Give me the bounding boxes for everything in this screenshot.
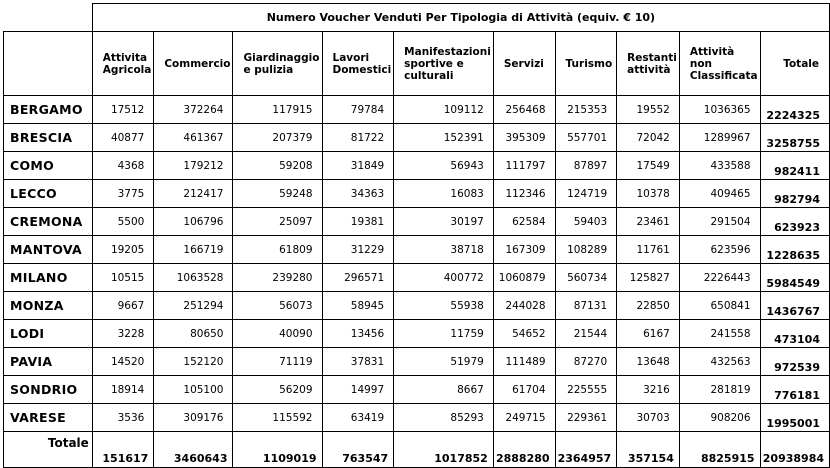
value-cell: 115592 [233, 404, 322, 432]
value-cell: 152120 [154, 348, 233, 376]
value-cell: 256468 [493, 96, 555, 124]
value-cell: 109112 [394, 96, 494, 124]
table-body [4, 96, 830, 432]
value-cell: 14997 [322, 376, 394, 404]
value-cell: 111489 [493, 348, 555, 376]
row-total-cell: 3258755 [760, 124, 829, 152]
value-cell: 13456 [322, 320, 394, 348]
table-row [4, 376, 830, 404]
voucher-table [3, 3, 830, 468]
value-cell: 58945 [322, 292, 394, 320]
value-cell: 61809 [233, 236, 322, 264]
value-cell: 56209 [233, 376, 322, 404]
province-name: MANTOVA [4, 236, 93, 264]
row-total-cell: 982794 [760, 180, 829, 208]
value-cell: 62584 [493, 208, 555, 236]
value-cell: 21544 [555, 320, 617, 348]
province-name: SONDRIO [4, 376, 93, 404]
total-cell: 2888280 [493, 432, 555, 468]
value-cell: 72042 [617, 124, 680, 152]
value-cell: 11759 [394, 320, 494, 348]
value-cell: 30197 [394, 208, 494, 236]
value-cell: 3216 [617, 376, 680, 404]
col-header: Giardinaggio e pulizia [233, 32, 322, 96]
total-cell: 1017852 [394, 432, 494, 468]
value-cell: 18914 [92, 376, 154, 404]
table-row [4, 264, 830, 292]
value-cell: 19381 [322, 208, 394, 236]
value-cell: 239280 [233, 264, 322, 292]
value-cell: 22850 [617, 292, 680, 320]
value-cell: 59248 [233, 180, 322, 208]
row-total-cell: 982411 [760, 152, 829, 180]
value-cell: 10378 [617, 180, 680, 208]
value-cell: 125827 [617, 264, 680, 292]
value-cell: 1060879 [493, 264, 555, 292]
row-total-cell: 1995001 [760, 404, 829, 432]
row-total-cell: 1436767 [760, 292, 829, 320]
value-cell: 16083 [394, 180, 494, 208]
value-cell: 10515 [92, 264, 154, 292]
value-cell: 106796 [154, 208, 233, 236]
value-cell: 30703 [617, 404, 680, 432]
value-cell: 296571 [322, 264, 394, 292]
value-cell: 80650 [154, 320, 233, 348]
value-cell: 87897 [555, 152, 617, 180]
blank-corner-top [4, 4, 93, 32]
total-cell: 151617 [92, 432, 154, 468]
voucher-table-container [3, 3, 830, 468]
value-cell: 17512 [92, 96, 154, 124]
province-name: MONZA [4, 292, 93, 320]
value-cell: 251294 [154, 292, 233, 320]
value-cell: 61704 [493, 376, 555, 404]
totals-label: Totale [4, 432, 93, 468]
province-name: LODI [4, 320, 93, 348]
value-cell: 179212 [154, 152, 233, 180]
value-cell: 560734 [555, 264, 617, 292]
col-header: Turismo [555, 32, 617, 96]
col-header: Attività non Classificata [679, 32, 760, 96]
total-cell: 8825915 [679, 432, 760, 468]
col-header: Manifestazioni sportive e culturali [394, 32, 494, 96]
value-cell: 5500 [92, 208, 154, 236]
value-cell: 111797 [493, 152, 555, 180]
row-total-cell: 623923 [760, 208, 829, 236]
total-cell: 3460643 [154, 432, 233, 468]
value-cell: 1036365 [679, 96, 760, 124]
grand-total-cell: 20938984 [760, 432, 829, 468]
value-cell: 433588 [679, 152, 760, 180]
value-cell: 409465 [679, 180, 760, 208]
value-cell: 291504 [679, 208, 760, 236]
value-cell: 3228 [92, 320, 154, 348]
value-cell: 908206 [679, 404, 760, 432]
value-cell: 19205 [92, 236, 154, 264]
table-row [4, 208, 830, 236]
total-cell: 2364957 [555, 432, 617, 468]
value-cell: 87270 [555, 348, 617, 376]
row-total-cell: 473104 [760, 320, 829, 348]
value-cell: 9667 [92, 292, 154, 320]
value-cell: 4368 [92, 152, 154, 180]
value-cell: 11761 [617, 236, 680, 264]
value-cell: 40090 [233, 320, 322, 348]
value-cell: 241558 [679, 320, 760, 348]
value-cell: 3536 [92, 404, 154, 432]
value-cell: 623596 [679, 236, 760, 264]
province-name: LECCO [4, 180, 93, 208]
value-cell: 59208 [233, 152, 322, 180]
value-cell: 34363 [322, 180, 394, 208]
value-cell: 244028 [493, 292, 555, 320]
value-cell: 56073 [233, 292, 322, 320]
col-header: Restanti attività [617, 32, 680, 96]
row-total-cell: 776181 [760, 376, 829, 404]
blank-corner [4, 32, 93, 96]
value-cell: 400772 [394, 264, 494, 292]
province-name: PAVIA [4, 348, 93, 376]
value-cell: 54652 [493, 320, 555, 348]
column-header-row [4, 32, 830, 96]
col-header: Servizi [493, 32, 555, 96]
value-cell: 108289 [555, 236, 617, 264]
value-cell: 212417 [154, 180, 233, 208]
value-cell: 63419 [322, 404, 394, 432]
table-row [4, 236, 830, 264]
value-cell: 124719 [555, 180, 617, 208]
value-cell: 85293 [394, 404, 494, 432]
value-cell: 79784 [322, 96, 394, 124]
col-header: Attivita Agricola [92, 32, 154, 96]
value-cell: 56943 [394, 152, 494, 180]
value-cell: 40877 [92, 124, 154, 152]
value-cell: 309176 [154, 404, 233, 432]
value-cell: 31229 [322, 236, 394, 264]
total-cell: 763547 [322, 432, 394, 468]
value-cell: 55938 [394, 292, 494, 320]
value-cell: 17549 [617, 152, 680, 180]
value-cell: 249715 [493, 404, 555, 432]
value-cell: 14520 [92, 348, 154, 376]
value-cell: 51979 [394, 348, 494, 376]
table-row [4, 404, 830, 432]
province-name: BERGAMO [4, 96, 93, 124]
province-name: COMO [4, 152, 93, 180]
col-header: Lavori Domestici [322, 32, 394, 96]
totals-row [4, 432, 830, 468]
value-cell: 38718 [394, 236, 494, 264]
value-cell: 8667 [394, 376, 494, 404]
col-header-total: Totale [760, 32, 829, 96]
value-cell: 152391 [394, 124, 494, 152]
value-cell: 3775 [92, 180, 154, 208]
col-header: Commercio [154, 32, 233, 96]
value-cell: 19552 [617, 96, 680, 124]
value-cell: 117915 [233, 96, 322, 124]
value-cell: 13648 [617, 348, 680, 376]
value-cell: 1063528 [154, 264, 233, 292]
table-row [4, 152, 830, 180]
value-cell: 87131 [555, 292, 617, 320]
value-cell: 229361 [555, 404, 617, 432]
row-total-cell: 2224325 [760, 96, 829, 124]
table-row [4, 320, 830, 348]
province-name: VARESE [4, 404, 93, 432]
province-name: CREMONA [4, 208, 93, 236]
value-cell: 215353 [555, 96, 617, 124]
value-cell: 650841 [679, 292, 760, 320]
value-cell: 167309 [493, 236, 555, 264]
value-cell: 281819 [679, 376, 760, 404]
value-cell: 395309 [493, 124, 555, 152]
value-cell: 432563 [679, 348, 760, 376]
row-total-cell: 972539 [760, 348, 829, 376]
value-cell: 31849 [322, 152, 394, 180]
total-cell: 1109019 [233, 432, 322, 468]
province-name: MILANO [4, 264, 93, 292]
value-cell: 557701 [555, 124, 617, 152]
value-cell: 71119 [233, 348, 322, 376]
value-cell: 461367 [154, 124, 233, 152]
value-cell: 105100 [154, 376, 233, 404]
value-cell: 6167 [617, 320, 680, 348]
value-cell: 1289967 [679, 124, 760, 152]
table-row [4, 292, 830, 320]
row-total-cell: 5984549 [760, 264, 829, 292]
value-cell: 81722 [322, 124, 394, 152]
value-cell: 225555 [555, 376, 617, 404]
value-cell: 2226443 [679, 264, 760, 292]
value-cell: 23461 [617, 208, 680, 236]
row-total-cell: 1228635 [760, 236, 829, 264]
value-cell: 166719 [154, 236, 233, 264]
table-row [4, 124, 830, 152]
value-cell: 37831 [322, 348, 394, 376]
value-cell: 112346 [493, 180, 555, 208]
value-cell: 207379 [233, 124, 322, 152]
table-row [4, 348, 830, 376]
value-cell: 25097 [233, 208, 322, 236]
table-row [4, 96, 830, 124]
total-cell: 357154 [617, 432, 680, 468]
value-cell: 372264 [154, 96, 233, 124]
value-cell: 59403 [555, 208, 617, 236]
table-title: Numero Voucher Venduti Per Tipologia di Attività (equiv. € 10) [92, 4, 829, 32]
table-row [4, 180, 830, 208]
province-name: BRESCIA [4, 124, 93, 152]
